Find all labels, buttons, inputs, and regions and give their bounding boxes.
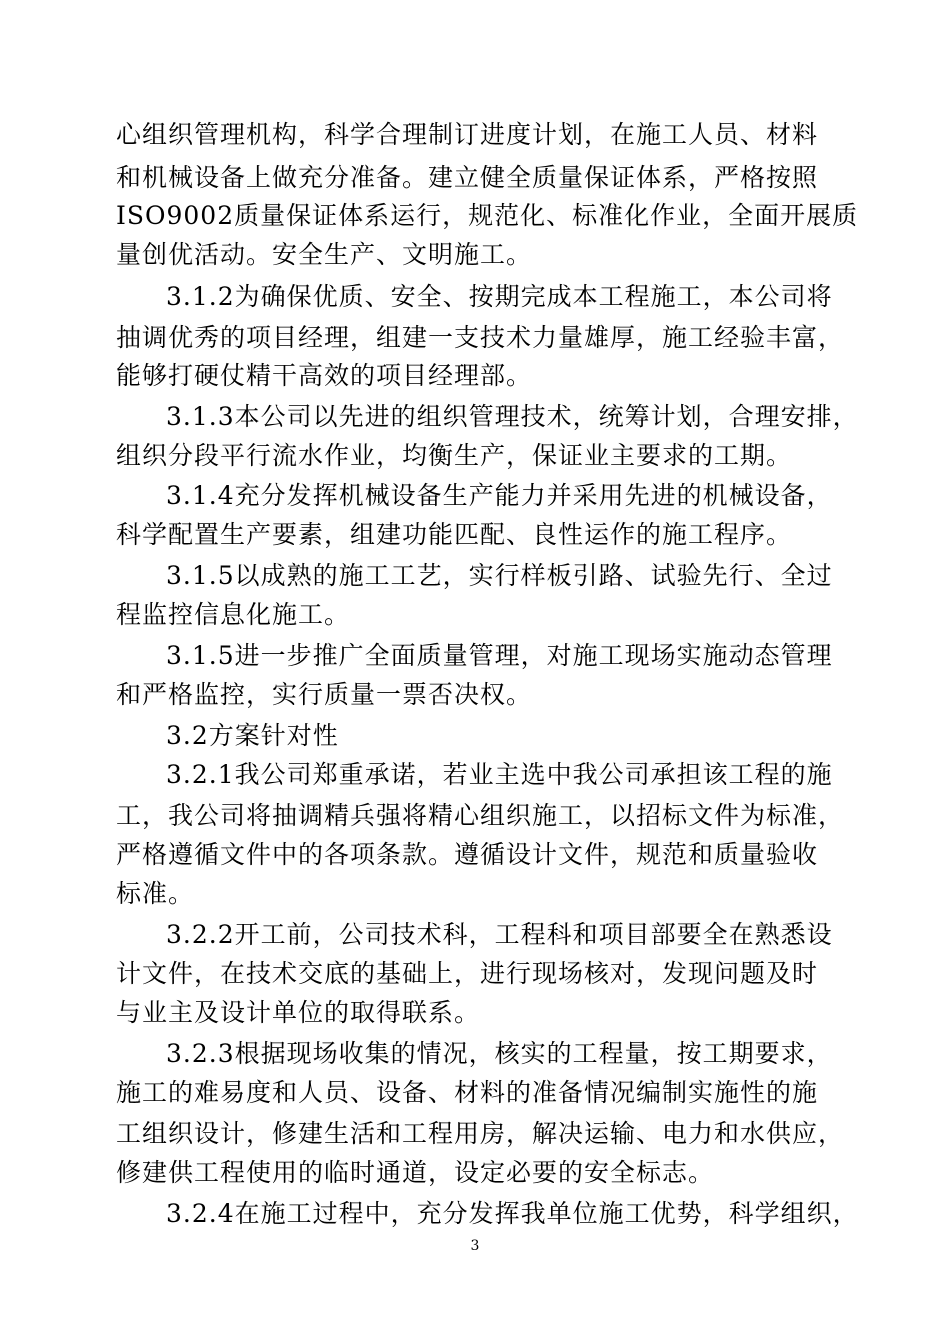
text-line: 3.1.3本公司以先进的组织管理技术，统筹计划，合理安排，	[166, 402, 859, 431]
section-heading: 3.2方案针对性	[166, 721, 339, 750]
text-line: 3.1.4充分发挥机械设备生产能力并采用先进的机械设备，	[166, 481, 833, 510]
text-line: 施工的难易度和人员、设备、材料的准备情况编制实施性的施	[116, 1078, 819, 1107]
text-line: 计文件，在技术交底的基础上，进行现场核对，发现问题及时	[116, 959, 819, 988]
text-line: 3.1.5以成熟的施工工艺，实行样板引路、试验先行、全过	[166, 561, 833, 590]
text-line: 程监控信息化施工。	[116, 600, 351, 629]
text-line: 量创优活动。安全生产、文明施工。	[116, 240, 533, 269]
text-line: 工组织设计，修建生活和工程用房，解决运输、电力和水供应，	[116, 1119, 845, 1148]
text-line: 3.2.4在施工过程中，充分发挥我单位施工优势，科学组织，	[166, 1199, 859, 1228]
text-line: 3.1.2为确保优质、安全、按期完成本工程施工，本公司将	[166, 282, 833, 311]
text-line: 与业主及设计单位的取得联系。	[116, 998, 481, 1027]
text-line: 修建供工程使用的临时通道，设定必要的安全标志。	[116, 1158, 715, 1187]
text-line: 3.2.1我公司郑重承诺，若业主选中我公司承担该工程的施	[166, 760, 833, 789]
text-line: 和严格监控，实行质量一票否决权。	[116, 680, 533, 709]
text-line: 3.2.3根据现场收集的情况，核实的工程量，按工期要求，	[166, 1039, 833, 1068]
text-line: 心组织管理机构，科学合理制订进度计划，在施工人员、材料	[116, 120, 819, 149]
page-number: 3	[470, 1238, 480, 1254]
text-line: 组织分段平行流水作业，均衡生产，保证业主要求的工期。	[116, 441, 793, 470]
text-line: 3.1.5进一步推广全面质量管理，对施工现场实施动态管理	[166, 641, 833, 670]
text-line: 工，我公司将抽调精兵强将精心组织施工，以招标文件为标准，	[116, 801, 845, 830]
text-line: 能够打硬仗精干高效的项目经理部。	[116, 361, 533, 390]
text-line: ISO9002质量保证体系运行，规范化、标准化作业，全面开展质	[116, 201, 859, 230]
text-line: 科学配置生产要素，组建功能匹配、良性运作的施工程序。	[116, 520, 793, 549]
text-line: 3.2.2开工前，公司技术科，工程科和项目部要全在熟悉设	[166, 920, 833, 949]
text-line: 标准。	[116, 879, 195, 908]
text-line: 严格遵循文件中的各项条款。遵循设计文件，规范和质量验收	[116, 840, 819, 869]
text-line: 和机械设备上做充分准备。建立健全质量保证体系，严格按照	[116, 163, 819, 192]
text-line: 抽调优秀的项目经理，组建一支技术力量雄厚，施工经验丰富，	[116, 323, 845, 352]
